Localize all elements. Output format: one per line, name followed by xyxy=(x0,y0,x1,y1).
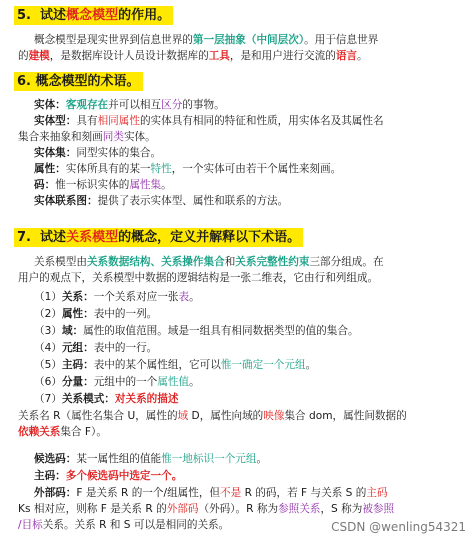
section-7-para-1: 关系模型由关系数据结构、关系操作集合和关系完整性约束三部分组成。在 xyxy=(34,256,384,268)
term-entity: 实体：客观存在并可以相互区分的事物。 xyxy=(34,99,225,111)
term-item-6: （6）分量：元组中的一个属性值。 xyxy=(34,376,200,388)
term-foreign-key-cont-2: /目标关系。关系 R 和 S 可以是相同的关系。 xyxy=(18,519,230,531)
term-item-5: （5）主码：表中的某个属性组，它可以惟一确定一个元组。 xyxy=(34,359,317,371)
term-item-3: （3）域：属性的取值范围。域是一组具有相同数据类型的值的集合。 xyxy=(34,325,359,337)
section-5-title: 5. 试述概念模型的作用。 xyxy=(14,6,173,25)
term-item-7: （7）关系模式：对关系的描述 xyxy=(34,393,179,405)
schema-line-2: 依赖关系集合 F）。 xyxy=(18,426,107,438)
term-foreign-key-cont-1: Ks 相对应，则称 F 是关系 R 的外部码（外码）。R 称为参照关系，S 称为被参照 xyxy=(18,503,395,515)
schema-line-1: 关系名 R（属性名集合 U，属性的域 D，属性向域的映像集合 dom，属性间数据的 xyxy=(18,410,407,422)
term-candidate-key: 候选码：某一属性组的值能惟一地标识一个元组。 xyxy=(34,453,268,465)
term-foreign-key: 外部码：F 是关系 R 的一个/组属性，但不是 R 的码，若 F 与关系 S 的主码 xyxy=(34,487,388,499)
section-6-title: 6. 概念模型的术语。 xyxy=(14,72,143,91)
term-er-diagram: 实体联系图：提供了表示实体型、属性和联系的方法。 xyxy=(34,195,289,207)
term-entity-set: 实体集：同型实体的集合。 xyxy=(34,147,162,159)
term-item-2: （2）属性：表中的一列。 xyxy=(34,308,158,320)
term-entity-type: 实体型：具有相同属性的实体具有相同的特征和性质，用实体名及其属性名 xyxy=(34,115,384,127)
term-primary-key: 主码：多个候选码中选定一个。 xyxy=(34,470,183,482)
term-item-4: （4）元组：表中的一行。 xyxy=(34,342,158,354)
term-attribute: 属性：实体所具有的某一特性，一个实体可由若干个属性来刻画。 xyxy=(34,163,342,175)
term-entity-type-cont: 集合来抽象和刻画同类实体。 xyxy=(18,131,156,143)
section-5-line-1: 概念模型是现实世界到信息世界的第一层抽象（中间层次）。用于信息世界 xyxy=(34,34,379,46)
section-7-para-2: 用户的观点下，关系模型中数据的逻辑结构是一张二维表，它由行和列组成。 xyxy=(18,272,379,284)
term-code: 码：惟一标识实体的属性集。 xyxy=(34,179,172,191)
watermark: CSDN @wenling54321 xyxy=(331,520,466,534)
section-7-title: 7. 试述关系模型的概念，定义并解释以下术语。 xyxy=(14,228,303,247)
section-5-line-2: 的建模，是数据库设计人员设计数据库的工具，是和用户进行交流的语言。 xyxy=(18,50,368,62)
term-item-1: （1）关系：一个关系对应一张表。 xyxy=(34,291,200,303)
